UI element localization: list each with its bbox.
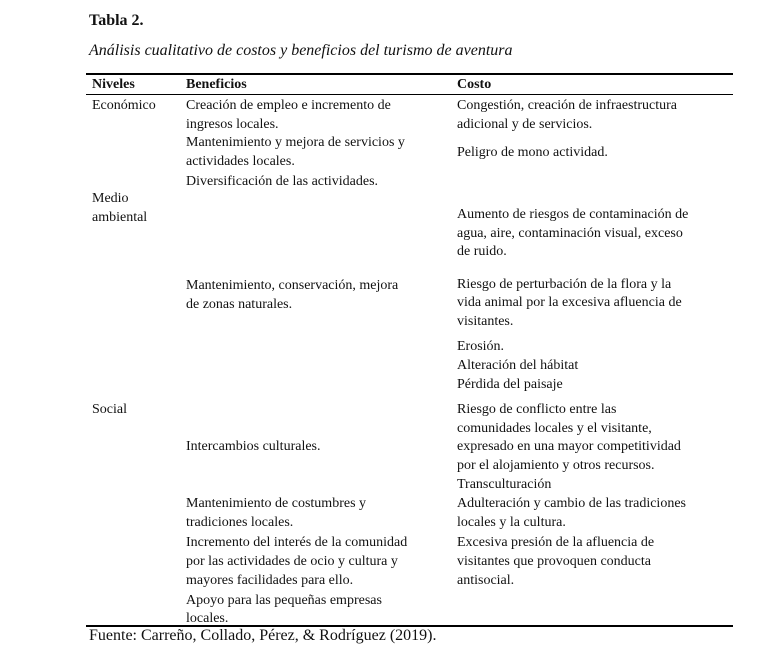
benefit-line: tradiciones locales. (186, 515, 294, 530)
benefit-line: de zonas naturales. (186, 297, 293, 312)
cost-line: agua, aire, contaminación visual, exceso (457, 226, 683, 241)
level-economico: Económico (92, 98, 156, 113)
benefit-line: locales. (186, 611, 229, 626)
cost-line: por el alojamiento y otros recursos. (457, 458, 655, 473)
cost-line: antisocial. (457, 573, 515, 588)
cost-line: de ruido. (457, 244, 507, 259)
benefit-line: mayores facilidades para ello. (186, 573, 354, 588)
header-costo: Costo (457, 77, 492, 92)
cost-line: adicional y de servicios. (457, 117, 593, 132)
table-title: Tabla 2. (89, 12, 144, 29)
benefit-line: Incremento del interés de la comunidad (186, 535, 408, 550)
benefit-line: Mantenimiento y mejora de servicios y (186, 135, 405, 150)
table-subtitle: Análisis cualitativo de costos y beneficios del turismo de aventura (89, 42, 513, 59)
table-source: Fuente: Carreño, Collado, Pérez, & Rodríguez (2019). (89, 627, 437, 644)
level-social: Social (92, 402, 127, 417)
cost-line: Erosión. (457, 339, 505, 354)
cost-line: visitantes. (457, 314, 514, 329)
benefit-line: Intercambios culturales. (186, 439, 321, 454)
top-rule (86, 73, 733, 75)
header-niveles: Niveles (92, 77, 135, 92)
cost-line: Pérdida del paisaje (457, 377, 563, 392)
cost-line: expresado en una mayor competitividad (457, 439, 681, 454)
header-beneficios: Beneficios (186, 77, 247, 92)
benefit-line: Diversificación de las actividades. (186, 174, 379, 189)
cost-line: Congestión, creación de infraestructura (457, 98, 678, 113)
cost-line: Adulteración y cambio de las tradiciones (457, 496, 686, 511)
header-rule (86, 94, 733, 95)
level-ambiental: ambiental (92, 210, 148, 225)
level-medio: Medio (92, 191, 129, 206)
cost-line: Transculturación (457, 477, 552, 492)
cost-line: Excesiva presión de la afluencia de (457, 535, 655, 550)
cost-line: Aumento de riesgos de contaminación de (457, 207, 689, 222)
benefit-line: Creación de empleo e incremento de (186, 98, 391, 113)
cost-line: vida animal por la excesiva afluencia de (457, 295, 682, 310)
benefit-line: ingresos locales. (186, 117, 279, 132)
cost-line: Peligro de mono actividad. (457, 145, 608, 160)
cost-line: Riesgo de perturbación de la flora y la (457, 277, 672, 292)
benefit-line: Mantenimiento, conservación, mejora (186, 278, 399, 293)
cost-line: locales y la cultura. (457, 515, 566, 530)
cost-line: comunidades locales y el visitante, (457, 421, 652, 436)
benefit-line: Mantenimiento de costumbres y (186, 496, 367, 511)
cost-line: Riesgo de conflicto entre las (457, 402, 617, 417)
benefit-line: actividades locales. (186, 154, 295, 169)
cost-line: visitantes que provoquen conducta (457, 554, 652, 569)
benefit-line: por las actividades de ocio y cultura y (186, 554, 398, 569)
cost-line: Alteración del hábitat (457, 358, 579, 373)
benefit-line: Apoyo para las pequeñas empresas (186, 593, 382, 608)
